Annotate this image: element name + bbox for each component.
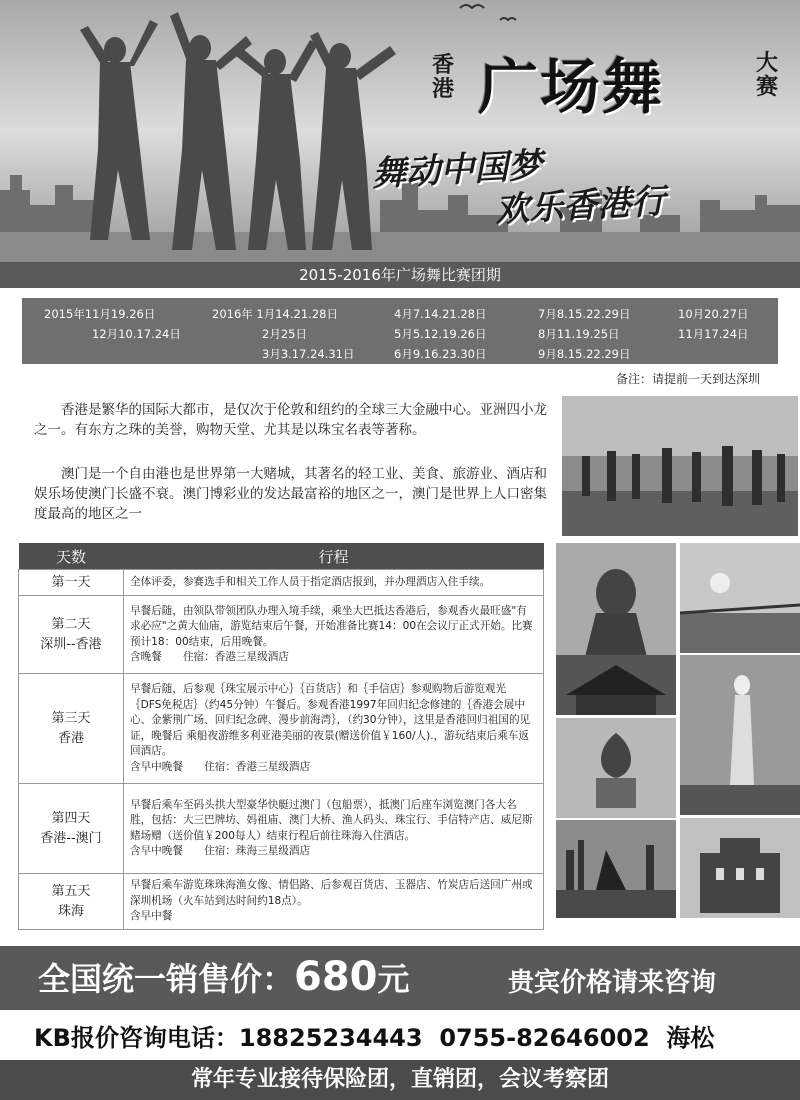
table-row — [19, 596, 544, 674]
price-main — [38, 954, 410, 1000]
plan-meals: 含早中餐 — [130, 910, 173, 923]
plan-text: 全体评委，参赛选手和相关工作人员于指定酒店报到，并办理酒店入住手续。 — [130, 575, 491, 588]
day-cell — [19, 570, 124, 596]
day-cell — [19, 596, 124, 674]
table-row — [19, 784, 544, 874]
day-place: 香港 — [57, 730, 84, 746]
column-header-day: 天数 — [19, 543, 124, 570]
date-entry: 5月5.12.19.26日 — [394, 327, 487, 341]
date-entry: 8月11.19.25日 — [538, 327, 620, 341]
price-amount: 680 — [294, 954, 378, 1000]
date-entry: 11月17.24日 — [678, 327, 749, 341]
plan-meals: 含早中晚餐 住宿：香港三星级酒店 — [130, 760, 311, 773]
day-label: 第三天 — [51, 710, 91, 726]
date-entry: 6月9.16.23.30日 — [394, 347, 487, 361]
date-entry: 7月8.15.22.29日 — [538, 307, 631, 321]
photo-ruins-st-paul — [680, 818, 800, 918]
date-entry: 2016年 1月14.21.28日 — [212, 307, 338, 321]
footer-services: 常年专业接待保险团，直销团，会议考察团 — [0, 1060, 800, 1100]
intro-macau: 澳门是一个自由港也是世界第一大赌城，其著名的轻工业、美食、旅游业、酒店和娱乐场使澳门长盛不衰。澳门博彩业的发达最富裕的地区之一，澳门是世界上人口密集度最高的地区之一 — [34, 466, 547, 522]
itinerary-table — [18, 543, 544, 930]
price-bar — [0, 946, 800, 1010]
schedule-title: 2015-2016年广场舞比赛团期 — [0, 262, 800, 288]
table-row — [19, 874, 544, 930]
price-label: 全国统一销售价： — [38, 960, 295, 998]
contact-person: 海松 — [666, 1024, 715, 1052]
contact-prefix: KB报价咨询电话： — [34, 1024, 239, 1052]
plan-cell — [124, 784, 544, 874]
plan-cell — [124, 596, 544, 674]
day-place: 珠海 — [57, 903, 84, 919]
price-unit: 元 — [377, 960, 410, 998]
day-label: 第五天 — [51, 883, 91, 899]
day-label: 第二天 — [51, 616, 91, 632]
photo-fisherman-girl-statue — [680, 655, 800, 815]
date-entry: 12月10.17.24日 — [92, 327, 181, 341]
day-place: 香港--澳门 — [40, 830, 102, 846]
photo-square-dancers — [562, 396, 798, 536]
plan-text: 早餐后随，由领队带领团队办理入境手续，乘坐大巴抵达香港后，参观香火最旺盛"有求必应"之黄大仙庙，游览结束后午餐，开始准备比赛14：00在会议厅正式开始。比赛预计18：00结束，后用晚餐。 — [130, 604, 533, 648]
date-entry: 10月20.27日 — [678, 307, 749, 321]
day-label: 第一天 — [51, 574, 91, 590]
plan-meals: 含早中晚餐 住宿：珠海三星级酒店 — [130, 845, 311, 857]
slogan-line-2: 欢乐香港行 — [494, 181, 667, 231]
date-entry: 2月25日 — [262, 327, 307, 341]
photo-temple — [556, 655, 676, 715]
schedule-dates-panel — [22, 298, 778, 364]
plan-text: 早餐后随，后参观｛珠宝展示中心｝｛百货店｝和｛手信店｝参观购物后游览观光｛DFS免税店｝（约45分钟）午餐后。参观香港1997年回归纪念修建的｛香港会展中心、金紫荆广场、回归纪念碑、漫步前海湾｝，（约30分钟），这里是香港回归祖国的见证，晚餐后 乘船夜游维多利亚港美丽的夜景(赠送价值￥160/人).，游玩结束后乘车返回酒店。 — [130, 683, 531, 757]
plan-cell — [124, 674, 544, 784]
day-cell — [19, 874, 124, 930]
photo-golden-bauhinia — [556, 718, 676, 818]
day-place: 深圳--香港 — [40, 636, 102, 652]
plan-cell — [124, 874, 544, 930]
plan-text: 早餐后乘车至码头拱大型豪华快艇过澳门（包船票），抵澳门后座车浏览澳门各大名胜，包括：大三巴牌坊、妈祖庙、澳门大桥、渔人码头、珠宝行、手信特产店、威尼斯赌场赠（送价值￥200每人）结束行程后前往珠海入住酒店。 — [130, 798, 533, 842]
date-entry: 2015年11月19.26日 — [44, 307, 156, 321]
slogan-line-1: 舞动中国梦 — [371, 145, 544, 195]
title-contest-vertical: 大赛 — [755, 51, 778, 100]
title-hongkong-vertical: 香港 — [431, 53, 454, 102]
header-banner — [0, 0, 800, 262]
date-entry: 3月3.17.24.31日 — [262, 347, 355, 361]
photo-bridge-sunset — [680, 543, 800, 653]
vip-price-note: 贵宾价格请来咨询 — [508, 968, 717, 998]
contact-phone-line — [34, 1018, 714, 1053]
phone-mobile[interactable]: 18825234443 — [238, 1024, 423, 1052]
day-label: 第四天 — [51, 810, 91, 826]
banner-title: 广场舞 — [478, 53, 664, 123]
intro-hongkong: 香港是繁华的国际大都市，是仅次于伦敦和纽约的全球三大金融中心。亚洲四小龙之一。有东方之珠的美誉，购物天堂、尤其是以珠宝名表等著称。 — [34, 402, 547, 438]
day-cell — [19, 674, 124, 784]
date-entry: 9月8.15.22.29日 — [538, 347, 631, 361]
plan-meals: 含晚餐 住宿：香港三星级酒店 — [130, 651, 289, 663]
phone-landline[interactable]: 0755-82646002 — [439, 1024, 650, 1052]
photo-victoria-harbour-junk — [556, 820, 676, 918]
dancers-skyline-illustration — [0, 0, 800, 262]
schedule-note: 备注：请提前一天到达深圳 — [615, 372, 760, 386]
column-header-plan: 行程 — [124, 543, 544, 570]
day-cell — [19, 784, 124, 874]
table-row — [19, 674, 544, 784]
plan-cell — [124, 570, 544, 596]
date-entry: 4月7.14.21.28日 — [394, 307, 487, 321]
table-row — [19, 570, 544, 596]
plan-text: 早餐后乘车游览珠珠海渔女像、情侣路、后参观百货店、玉器店、竹炭店后送回广州或深圳机场（火车站到达时间约18点）。 — [130, 879, 533, 907]
